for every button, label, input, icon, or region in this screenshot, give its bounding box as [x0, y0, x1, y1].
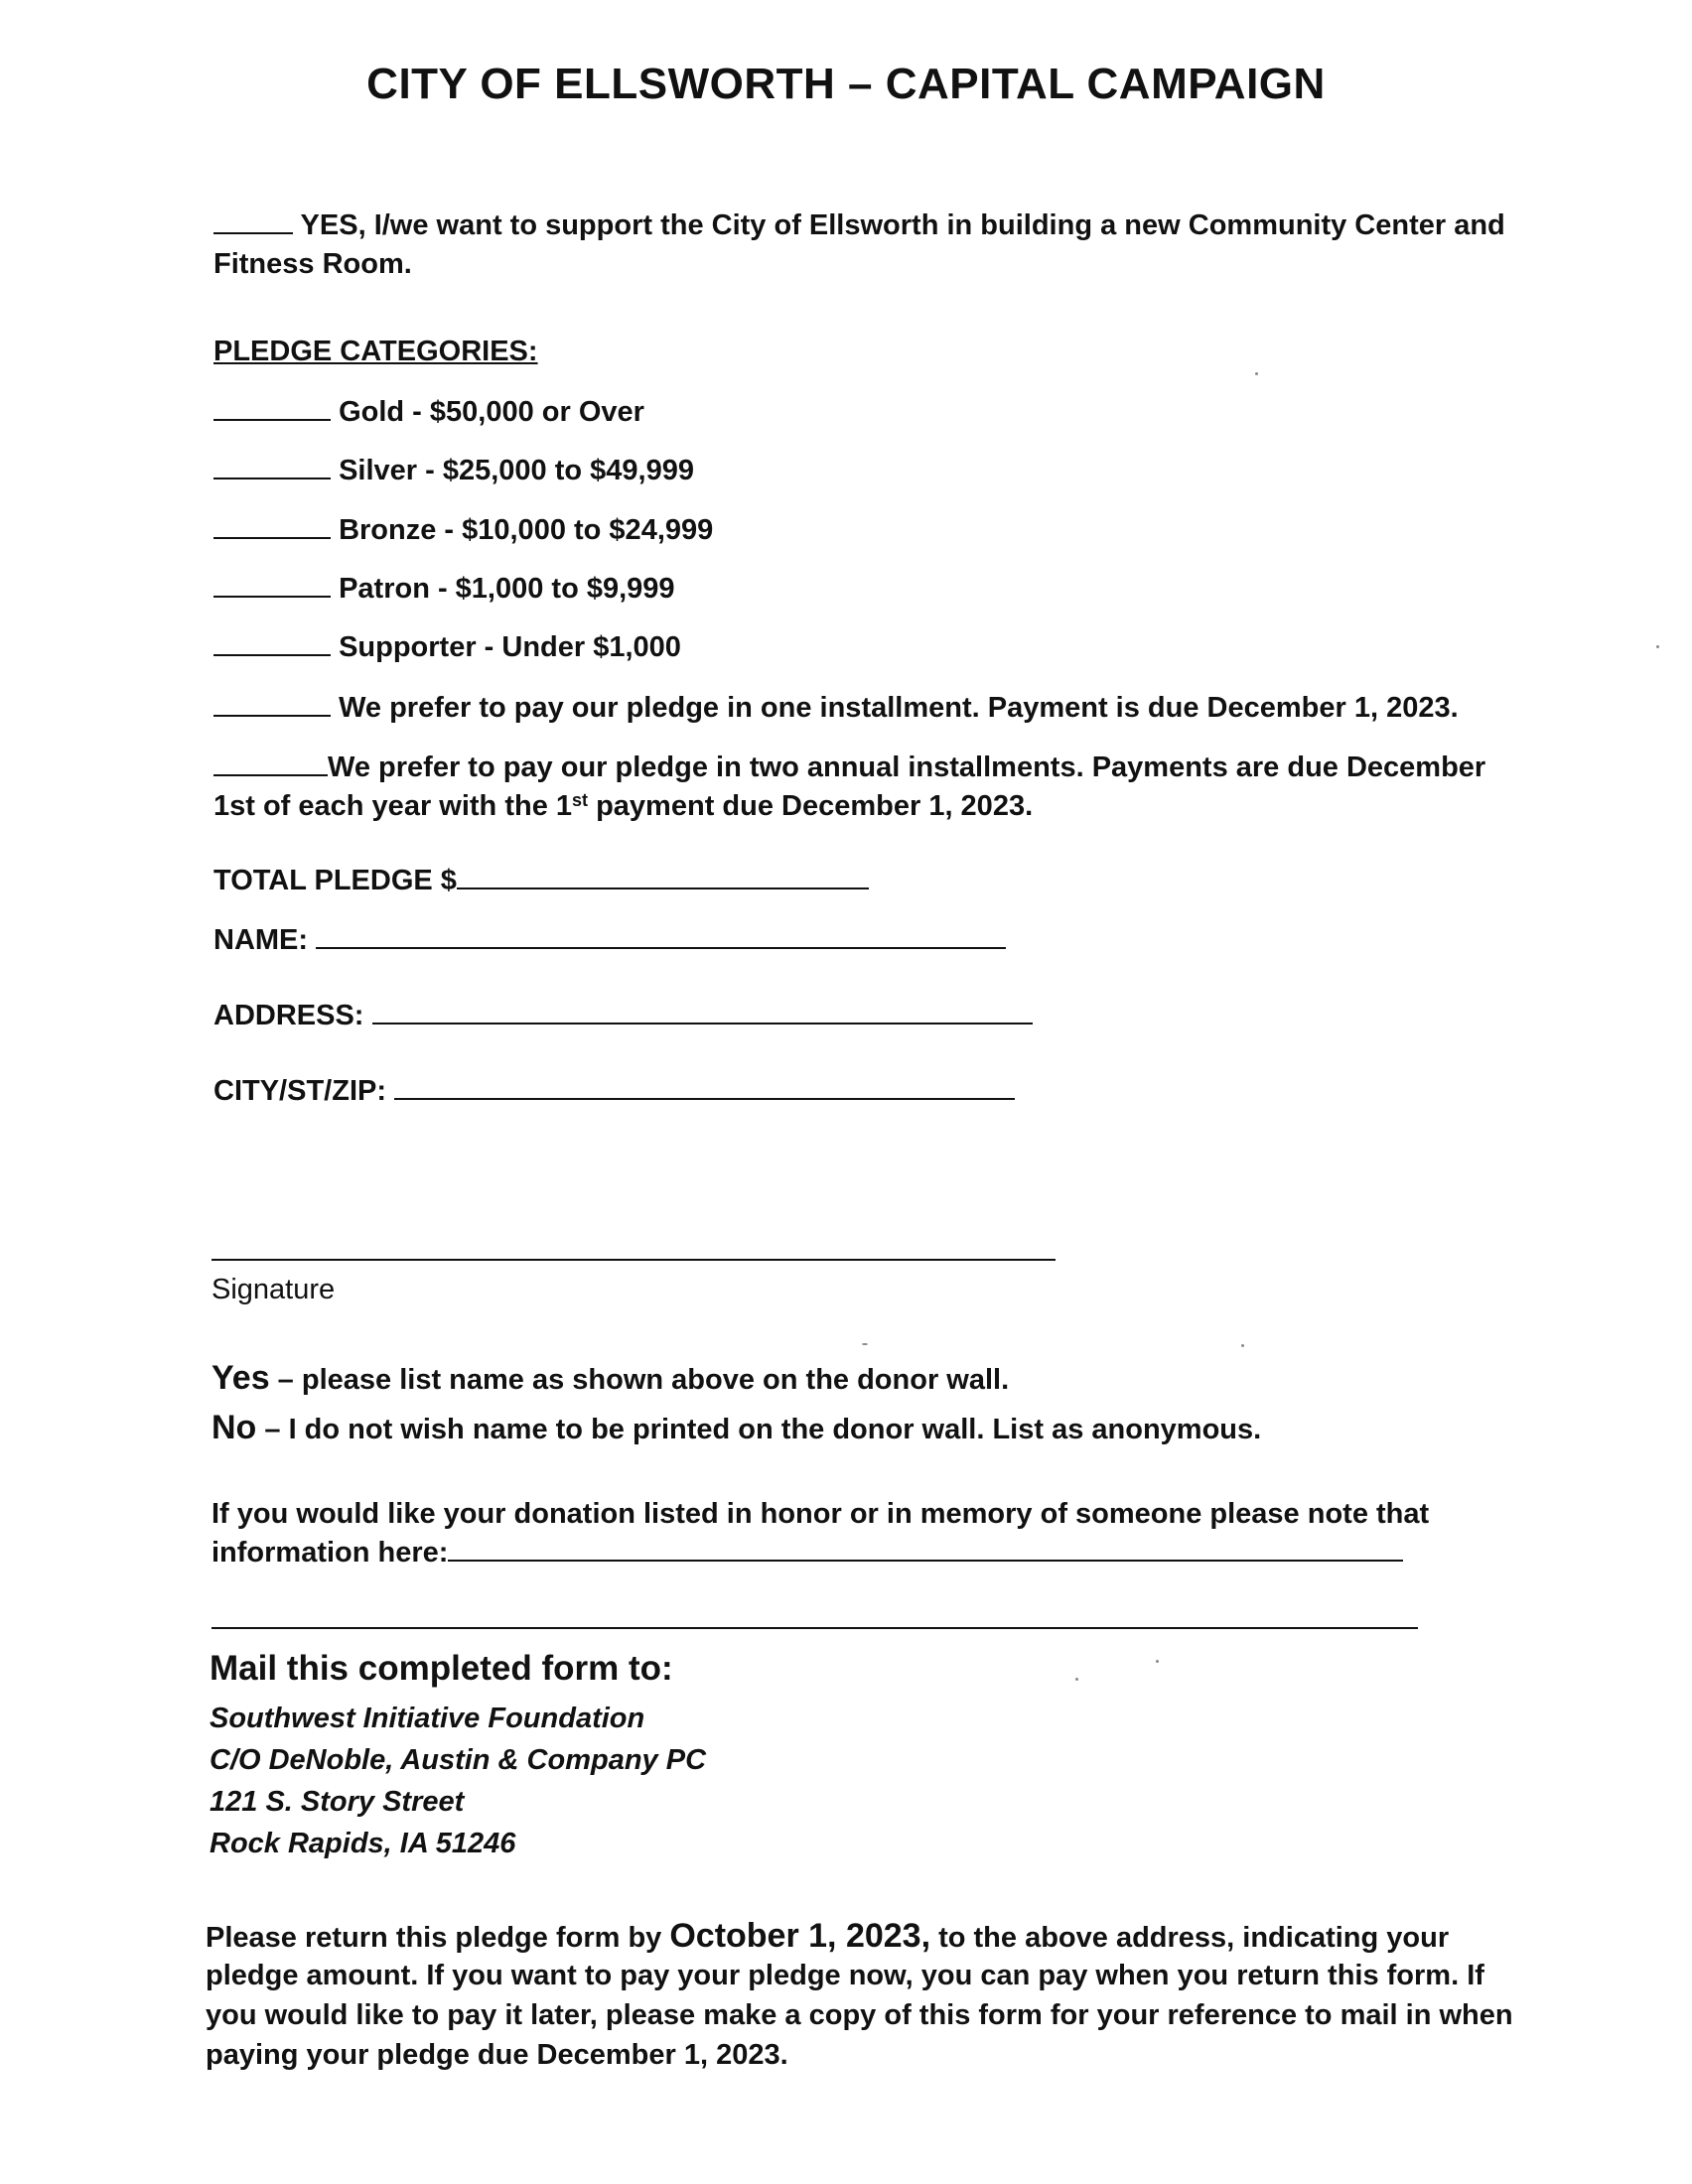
payment-two-blank[interactable]: [213, 747, 328, 776]
category-silver-label: Silver - $25,000 to $49,999: [339, 455, 694, 486]
address-field: [213, 995, 1033, 1035]
support-checkbox-line[interactable]: [213, 205, 293, 234]
category-supporter-blank[interactable]: [213, 626, 331, 656]
scan-speck: [1656, 645, 1659, 648]
category-gold: [213, 391, 644, 432]
category-patron-label: Patron - $1,000 to $9,999: [339, 573, 675, 605]
scan-speck: [862, 1343, 868, 1345]
name-field: [213, 919, 1006, 960]
honor-input[interactable]: [448, 1532, 1403, 1562]
scan-speck: [1156, 1660, 1159, 1663]
payment-two-label-line2: 1st of each year with the 1st payment due December 1, 2023.: [213, 790, 1034, 822]
category-bronze: [213, 509, 713, 550]
address-label: ADDRESS:: [213, 1000, 364, 1031]
city-input[interactable]: [394, 1070, 1015, 1100]
name-label: NAME:: [213, 924, 309, 956]
mail-address-line4: Rock Rapids, IA 51246: [210, 1828, 516, 1859]
city-label: CITY/ST/ZIP:: [213, 1075, 386, 1107]
donor-wall-no: [212, 1408, 1261, 1449]
scan-speck: [1255, 372, 1258, 375]
pledge-categories-heading: PLEDGE CATEGORIES:: [213, 336, 538, 367]
page-title: CITY OF ELLSWORTH – CAPITAL CAMPAIGN: [366, 60, 1326, 108]
signature-line[interactable]: [212, 1259, 1056, 1261]
mail-heading: Mail this completed form to:: [210, 1649, 673, 1688]
scan-speck: [1241, 1344, 1244, 1347]
return-deadline: October 1, 2023,: [669, 1917, 931, 1955]
return-note-line3: you would like to pay it later, please make a copy of this form for your reference to mail in when: [206, 1999, 1513, 2031]
category-gold-blank[interactable]: [213, 391, 331, 421]
category-silver: [213, 450, 694, 490]
category-silver-blank[interactable]: [213, 450, 331, 479]
category-bronze-blank[interactable]: [213, 509, 331, 539]
support-text-line1: YES, I/we want to support the City of Ellsworth in building a new Community Center and: [300, 209, 1505, 241]
donor-wall-no-word[interactable]: No: [212, 1409, 257, 1446]
mail-address-line1: Southwest Initiative Foundation: [210, 1703, 645, 1734]
support-statement: [213, 205, 1505, 245]
honor-label: information here:: [212, 1537, 449, 1569]
category-patron-blank[interactable]: [213, 568, 331, 598]
scan-speck: [1075, 1678, 1078, 1681]
category-supporter-label: Supporter - Under $1,000: [339, 631, 681, 663]
payment-one-label: We prefer to pay our pledge in one installment. Payment is due December 1, 2023.: [339, 692, 1459, 724]
payment-one-blank[interactable]: [213, 687, 331, 717]
address-input[interactable]: [372, 995, 1033, 1024]
payment-two-installments: [213, 747, 1485, 787]
donor-wall-yes: [212, 1358, 1009, 1400]
category-gold-label: Gold - $50,000 or Over: [339, 396, 644, 428]
donor-wall-yes-word[interactable]: Yes: [212, 1359, 270, 1397]
category-bronze-label: Bronze - $10,000 to $24,999: [339, 514, 714, 546]
return-note-line1: Please return this pledge form by October 1, 2023, to the above address, indicating your: [206, 1917, 1450, 1955]
return-note-line2: pledge amount. If you want to pay your pledge now, you can pay when you return this form. If: [206, 1960, 1484, 1991]
donor-wall-yes-text: – please list name as shown above on the donor wall.: [269, 1364, 1010, 1396]
honor-text-line1: If you would like your donation listed in honor or in memory of someone please note that: [212, 1498, 1430, 1530]
donor-wall-no-text: – I do not wish name to be printed on the donor wall. List as anonymous.: [256, 1414, 1262, 1445]
signature-label: Signature: [212, 1274, 336, 1305]
total-pledge-label: TOTAL PLEDGE $: [213, 865, 457, 896]
honor-input-line2[interactable]: [212, 1627, 1418, 1629]
category-supporter: [213, 626, 681, 667]
support-text-line2: Fitness Room.: [213, 248, 412, 280]
city-field: [213, 1070, 1015, 1111]
honor-field: [212, 1532, 1403, 1572]
payment-one-installment: [213, 687, 1459, 728]
name-input[interactable]: [316, 919, 1006, 949]
return-note-line4: paying your pledge due December 1, 2023.: [206, 2039, 788, 2071]
mail-address-line3: 121 S. Story Street: [210, 1786, 465, 1818]
category-patron: [213, 568, 675, 609]
payment-two-label-line1: We prefer to pay our pledge in two annual installments. Payments are due December: [328, 751, 1486, 783]
total-pledge-field: [213, 860, 869, 900]
total-pledge-input[interactable]: [457, 860, 869, 889]
mail-address-line2: C/O DeNoble, Austin & Company PC: [210, 1744, 707, 1776]
